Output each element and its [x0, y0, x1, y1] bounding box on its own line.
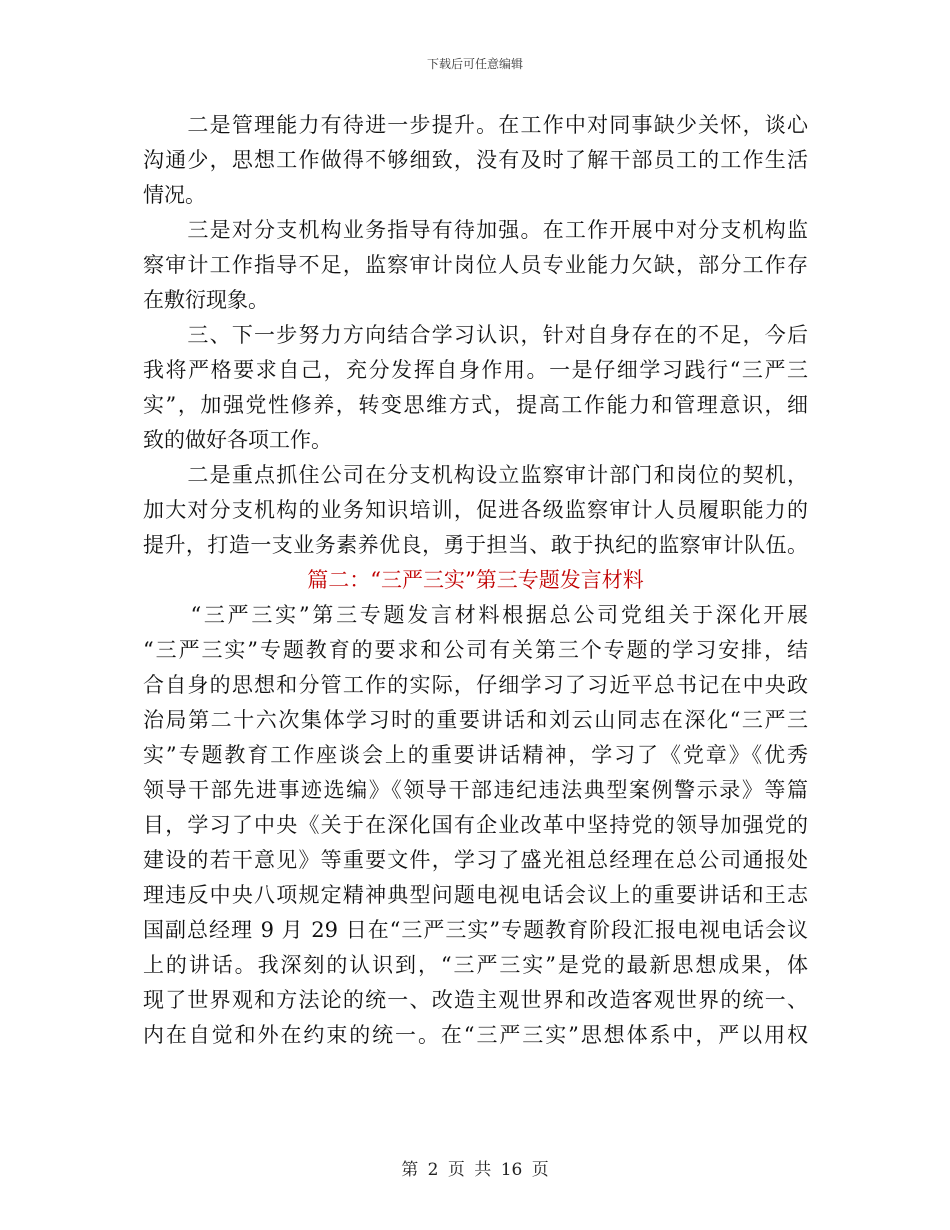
text-line: 内在自觉和外在约束的统一。在“三严三实”思想体系中，严以用权	[143, 1023, 808, 1047]
text-line: 治局第二十六次集体学习时的重要讲话和刘云山同志在深化“三严三	[143, 708, 808, 732]
text-line: 沟通少，思想工作做得不够细致，没有及时了解干部员工的工作生活	[143, 148, 808, 172]
text-line: “三严三实”第三专题发言材料根据总公司党组关于深化开展	[143, 603, 808, 627]
text-line: 现了世界观和方法论的统一、改造主观世界和改造客观世界的统一、	[143, 988, 808, 1012]
text-line: 三是对分支机构业务指导有待加强。在工作开展中对分支机构监	[143, 218, 808, 242]
text-line: 致的做好各项工作。	[143, 428, 332, 452]
text-line: 加大对分支机构的业务知识培训，促进各级监察审计人员履职能力的	[143, 498, 808, 522]
text-line: “三严三实”专题教育的要求和公司有关第三个专题的学习安排，结	[143, 638, 808, 662]
page-footer: 第 2 页 共 16 页	[401, 1160, 549, 1180]
text-line: 国副总经理 9 月 29 日在“三严三实”专题教育阶段汇报电视电话会议	[143, 918, 808, 942]
text-line: 理违反中央八项规定精神典型问题电视电话会议上的重要讲话和王志	[143, 883, 808, 907]
text-line: 提升，打造一支业务素养优良，勇于担当、敢于执纪的监察审计队伍。	[143, 533, 808, 557]
text-line: 三、下一步努力方向结合学习认识，针对自身存在的不足，今后	[143, 323, 808, 347]
page-header: 下载后可任意编辑	[426, 57, 523, 71]
text-line: 领导干部先进事迹选编》《领导干部违纪违法典型案例警示录》等篇	[143, 778, 808, 802]
text-line: 察审计工作指导不足，监察审计岗位人员专业能力欠缺，部分工作存	[143, 253, 808, 277]
document-body	[143, 108, 808, 1053]
text-line: 二是重点抓住公司在分支机构设立监察审计部门和岗位的契机，	[143, 463, 808, 487]
text-line: 上的讲话。我深刻的认识到，“三严三实”是党的最新思想成果，体	[143, 953, 808, 977]
text-line: 情况。	[143, 183, 206, 207]
text-line: 建设的若干意见》等重要文件，学习了盛光祖总经理在总公司通报处	[143, 848, 808, 872]
text-line: 目，学习了中央《关于在深化国有企业改革中坚持党的领导加强党的	[143, 813, 808, 837]
text-line: 合自身的思想和分管工作的实际，仔细学习了习近平总书记在中央政	[143, 673, 808, 697]
text-line: 我将严格要求自己，充分发挥自身作用。一是仔细学习践行“三严三	[143, 358, 808, 382]
text-line: 实”，加强党性修养，转变思维方式，提高工作能力和管理意识，细	[143, 393, 808, 417]
text-line: 在敷衍现象。	[143, 288, 269, 312]
text-line: 实”专题教育工作座谈会上的重要讲话精神，学习了《党章》《优秀	[143, 743, 808, 767]
section-heading: 篇二：“三严三实”第三专题发言材料	[307, 568, 644, 592]
text-line: 二是管理能力有待进一步提升。在工作中对同事缺少关怀，谈心	[143, 113, 808, 137]
